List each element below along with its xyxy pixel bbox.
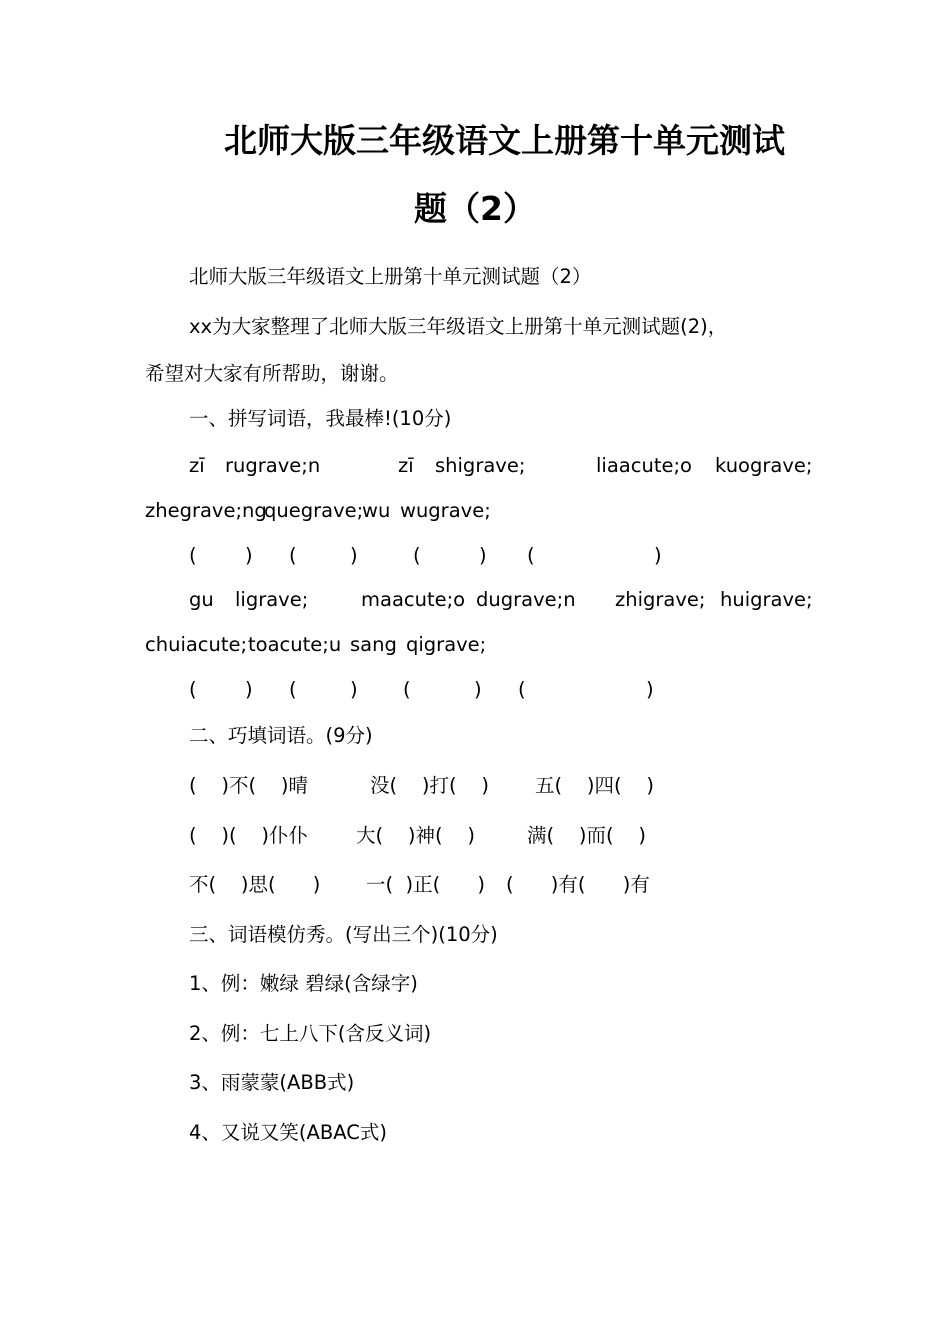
pinyin-word: huigrave; (720, 588, 813, 611)
intro-line-2: 希望对大家有所帮助，谢谢。 (145, 362, 399, 385)
paren: ) (350, 678, 358, 701)
paren: ) (646, 678, 654, 701)
fill-item: ( )( )仆仆 (189, 824, 309, 847)
paren: ( (518, 678, 526, 701)
paren: ( (189, 544, 197, 567)
fill-item: 大( )神( ) (356, 824, 476, 847)
subtitle: 北师大版三年级语文上册第十单元测试题（2） (189, 265, 592, 288)
pinyin-word: gu (189, 588, 214, 611)
fill-item: 五( )四( ) (535, 774, 655, 797)
section-2-heading: 二、巧填词语。(9分) (189, 724, 373, 747)
pinyin-word: shigrave; (435, 454, 526, 477)
pinyin-word: toacute;u (248, 633, 342, 656)
imitation-item-3: 3、雨蒙蒙(ABB式) (189, 1071, 355, 1094)
pinyin-word: quegrave; (264, 499, 364, 522)
imitation-item-2: 2、例：七上八下(含反义词) (189, 1022, 432, 1045)
paren: ) (479, 544, 487, 567)
pinyin-word: wugrave; (400, 499, 491, 522)
paren: ) (245, 544, 253, 567)
pinyin-word: kuograve; (715, 454, 813, 477)
pinyin-word: sang (350, 633, 397, 656)
pinyin-word: zī (189, 454, 205, 477)
paren: ( (403, 678, 411, 701)
pinyin-word: zhigrave; (615, 588, 706, 611)
imitation-item-4: 4、又说又笑(ABAC式) (189, 1121, 387, 1144)
fill-item: ( )不( )晴 (189, 774, 309, 797)
fill-item: 满( )而( ) (527, 824, 647, 847)
title-line-1: 北师大版三年级语文上册第十单元测试 (224, 121, 785, 160)
paren: ( (189, 678, 197, 701)
pinyin-word: liaacute;o (596, 454, 692, 477)
fill-item: 没( )打( ) (370, 774, 490, 797)
pinyin-word: dugrave;n (476, 588, 576, 611)
imitation-item-1: 1、例：嫩绿 碧绿(含绿字) (189, 972, 418, 995)
paren: ) (350, 544, 358, 567)
pinyin-word: qigrave; (406, 633, 487, 656)
fill-item: 不( )思( ) (189, 873, 321, 896)
section-3-heading: 三、词语模仿秀。(写出三个)(10分) (189, 923, 498, 946)
pinyin-word: wu (362, 499, 391, 522)
title-line-2: 题（2） (414, 189, 536, 228)
fill-item: ( )有( )有 (506, 873, 650, 896)
pinyin-word: rugrave;n (225, 454, 321, 477)
paren: ) (474, 678, 482, 701)
paren: ( (289, 678, 297, 701)
pinyin-word: maacute;o (361, 588, 466, 611)
pinyin-word: chuiacute; (145, 633, 248, 656)
paren: ) (654, 544, 662, 567)
paren: ) (245, 678, 253, 701)
paren: ( (289, 544, 297, 567)
intro-line-1: xx为大家整理了北师大版三年级语文上册第十单元测试题(2)， (189, 315, 728, 338)
pinyin-word: ligrave; (235, 588, 309, 611)
pinyin-word: zhegrave;ng (145, 499, 267, 522)
paren: ( (527, 544, 535, 567)
fill-item: 一( )正( ) (366, 873, 486, 896)
paren: ( (413, 544, 421, 567)
section-1-heading: 一、拼写词语，我最棒!(10分) (189, 407, 452, 430)
pinyin-word: zī (398, 454, 414, 477)
